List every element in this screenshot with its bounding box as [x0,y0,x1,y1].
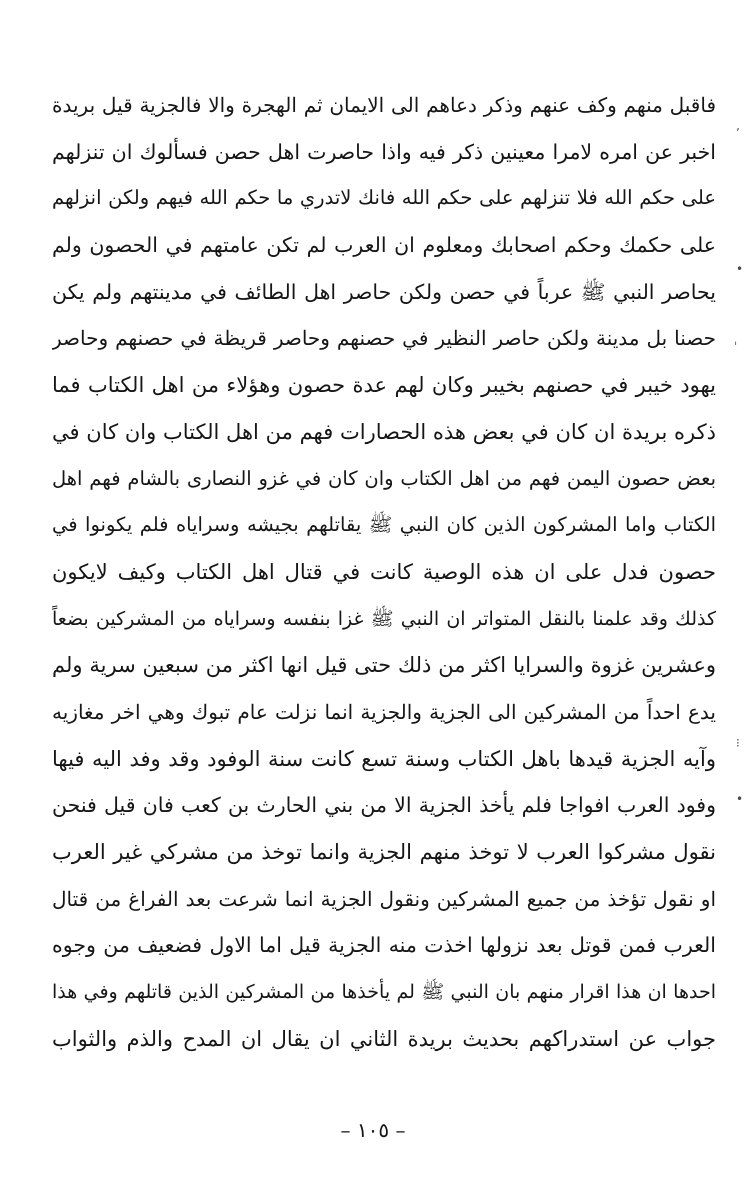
text-line-4: على حكمك وحكم اصحابك ومعلوم ان العرب لم تكن عامتهم في الحصون ولم [52,233,716,258]
scan-mark: ʼ [736,126,740,140]
text-line-14: يدع احداً من المشركين الى الجزية والجزية انما نزلت عام تبوك وهي اخر مغازيه [52,699,716,724]
text-line-7: يهود خيبر في حصنهم بخيبر وكان لهم عدة حصون وهؤلاء من اهل الكتاب فما [52,373,716,398]
text-line-21: جواب عن استدراكهم بحديث بريدة الثاني ان يقال ان المدح والذم والثواب [52,1026,716,1051]
text-line-17: نقول مشركوا العرب لا توخذ منهم الجزية وانما توخذ من مشركي غير العرب [52,840,716,864]
text-line-1: فاقبل منهم وكف عنهم وذكر دعاهم الى الايمان ثم الهجرة والا فالجزية قيل بريدة [52,93,716,117]
scan-mark: • [736,792,744,806]
text-line-12: كذلك وقد علمنا بالنقل المتواتر ان النبي ﷺ غزا بنفسه وسراياه من المشركين بضعاً [52,607,716,630]
text-line-9: بعض حصون اليمن فهم من اهل الكتاب وان كان في غزو النصارى بالشام فهم اهل [52,466,716,490]
scan-mark: • [736,262,744,276]
text-line-18: او نقول تؤخذ من جميع المشركين ونقول الجزية انما شرعت بعد الفراغ من قتال [52,886,716,911]
text-line-15: وآيه الجزية قيدها باهل الكتاب وسنة تسع كانت سنة الوفود وقد وفد اليه فيها [52,746,716,771]
text-line-13: وعشرين غزوة والسرايا اكثر من ذلك حتى قيل انها اكثر من سبعين سرية ولم [52,653,716,678]
text-line-20: احدها ان هذا اقرار منهم بان النبي ﷺ لم يأخذها من المشركين الذين قاتلهم وفي هذا [52,981,716,1004]
scan-mark: ˈ [734,340,738,354]
text-line-11: حصون فدل على ان هذه الوصية كانت في قتال اهل الكتاب وكيف لايكون [52,559,716,584]
text-line-8: ذكره بريدة ان كان في بعض هذه الحصارات فهم من اهل الكتاب وان كان في [52,419,716,444]
text-line-16: وفود العرب افواجا فلم يأخذ الجزية الا من بني الحارث بن كعب فان قيل فنحن [52,793,716,818]
text-line-19: العرب فمن قوتل بعد نزولها اخذت منه الجزية قيل اما الاول فضعيف من وجوه [52,933,716,958]
text-line-10: الكتاب واما المشركون الذين كان النبي ﷺ يقاتلهم بجيشه وسراياه فلم يكونوا في [52,513,716,537]
text-line-5: يحاصر النبي ﷺ عرباً في حصن ولكن حاصر اهل الطائف في مدينتهم ولم يكن [52,279,716,304]
text-line-2: اخبر عن امره لامرا معينين ذكر فيه واذا حاصرت اهل حصن فسألوك ان تنزلهم [52,139,716,164]
body-text [52,82,716,1062]
text-line-6: حصنا بل مدينة ولكن حاصر النظير في حصنهم وحاصر قريظة في حصنهم وحاصر [52,326,716,351]
page-number: – ١٠٥ – [340,1118,406,1142]
scan-mark: ⁝ [736,736,740,750]
text-line-3: على حكم الله فلا تنزلهم على حكم الله فانك لاتدري ما حكم الله فيهم ولكن انزلهم [52,186,716,210]
